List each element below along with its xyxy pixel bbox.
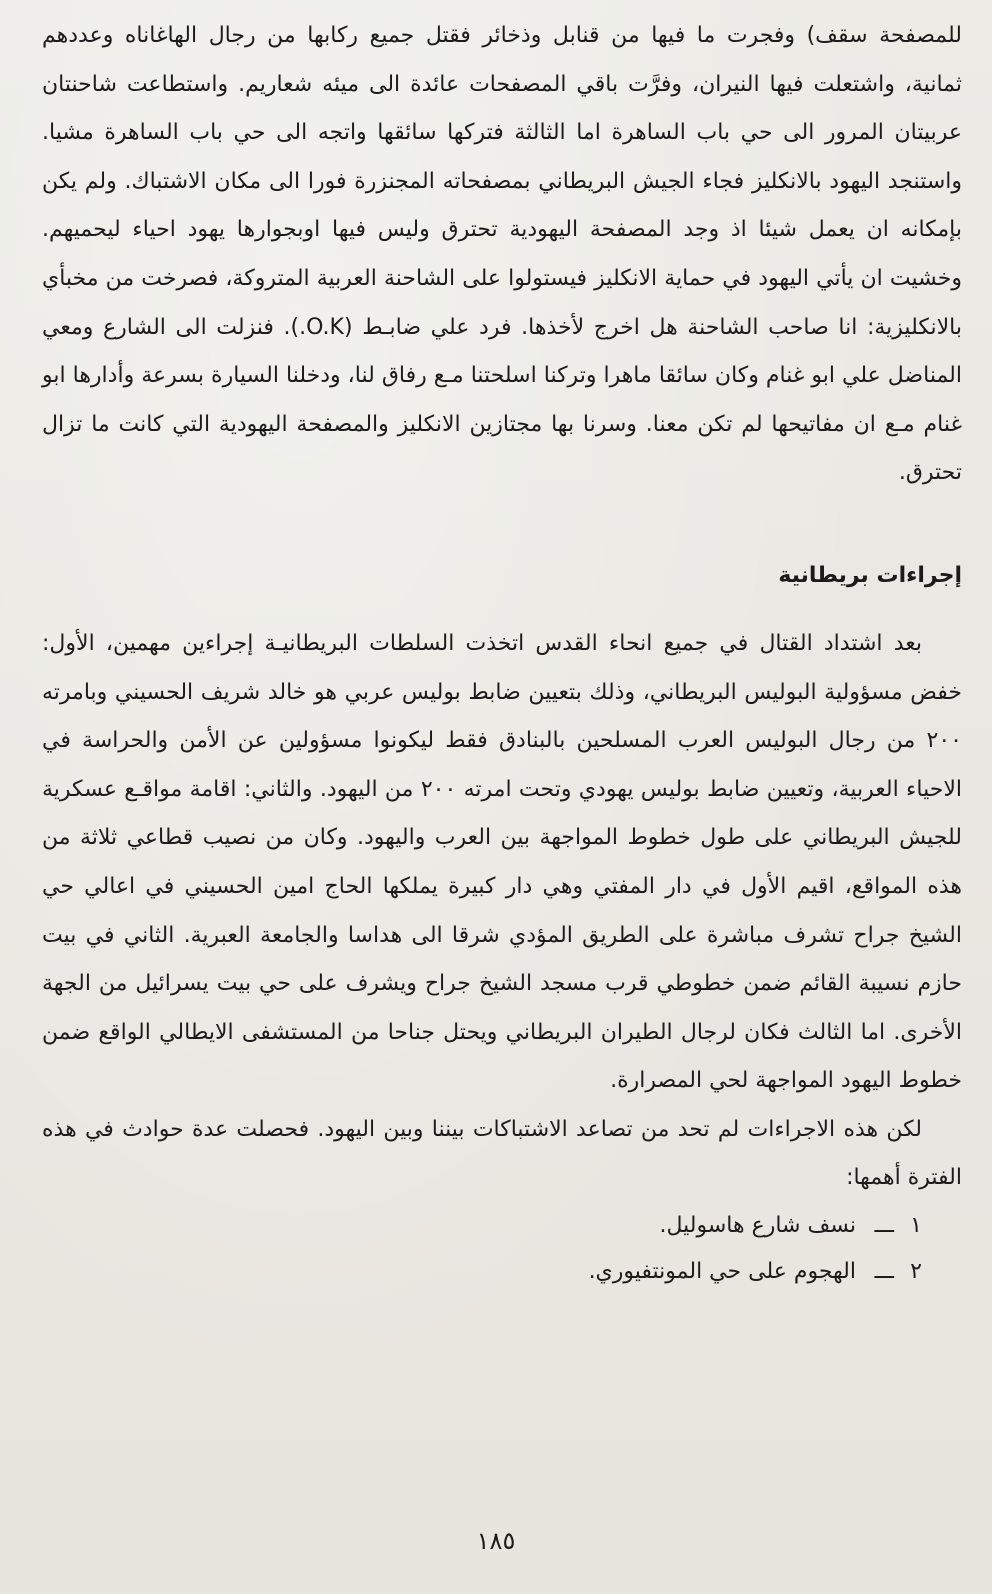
page-number: ١٨٥: [476, 1527, 516, 1555]
list-item-dash: ـــ: [874, 1259, 894, 1285]
list-item: [42, 1203, 922, 1249]
paragraph-continued: للمصفحة سقف) وفجرت ما فيها من قنابل وذخائر فقتل جميع ركابها من رجال الهاغاناه وعددهم ثمانية، واشتعلت فيها النيران، وفرَّت باقي المصفحات عائدة الى ميئه شعاريم. واستطاعت شاحنتان عربيتان المرور الى حي باب الساهرة اما الثالثة فتركها سائقها واتجه الى حي باب الساهرة مشيا. واستنجد اليهود بالانكليز فجاء الجيش البريطاني بمصفحاته المجنزرة فورا الى مكان الاشتباك. ولم يكن بإمكانه ان يعمل شيئا اذ وجد المصفحة اليهودية تحترق وليس فيها اوبجوارها يهود احياء ليحميهم. وخشيت ان يأتي اليهود في حماية الانكليز فيستولوا على الشاحنة العربية المتروكة، فصرخت من مخبأي بالانكليزية: انا صاحب الشاحنة هل اخرج لأخذها. فرد علي ضابـط (O.K.). فنزلت الى الشارع ومعي المناضل علي ابو غنام وكان سائقا ماهرا وتركنا اسلحتنا مـع رفاق لنا، ودخلنا السيارة بسرعة وأدارها ابو غنام مـع ان مفاتيحها لم تكن معنا. وسرنا بها مجتازين الانكليز والمصفحة اليهودية التي كانت ما تزال تحترق.: [42, 23, 962, 486]
list-item-text: الهجوم على حي المونتفيوري.: [588, 1259, 856, 1285]
paragraph-incidents-intro: لكن هذه الاجراءات لم تحد من تصاعد الاشتباكات بيننا وبين اليهود. فحصلت عدة حوادث في هذه الفترة أهمها:: [42, 1116, 962, 1191]
page-content: [42, 12, 962, 1295]
list-item-dash: ـــ: [874, 1213, 894, 1239]
paragraph-british-measures: بعد اشتداد القتال في جميع انحاء القدس اتخذت السلطات البريطانيـة إجراءين مهمين، الأول: خفض مسؤولية البوليس البريطاني، وذلك بتعيين ضابط بوليس عربي هو خالد شريف الحسيني وبامرته ٢٠٠ من رجال البوليس العرب المسلحين بالبنادق فقط ليكونوا مسؤولين عن الأمن والحراسة في الاحياء العربية، وتعيين ضابط بوليس يهودي وتحت امرته ٢٠٠ من اليهود. والثاني: اقامة مواقـع عسكرية للجيش البريطاني على طول خطوط المواجهة بين العرب واليهود. وكان من نصيب قطاعي ثلاثة من هذه المواقع، اقيم الأول في دار المفتي وهي دار كبيرة يملكها الحاج امين الحسيني في اعالي حي الشيخ جراح تشرف مباشرة على الطريق المؤدي شرقا الى هداسا والجامعة العبرية. الثاني في بيت حازم نسيبة القائم ضمن خطوطي قرب مسجد الشيخ جراح ويشرف على حي بيت يسرائيل من الجهة الأخرى. اما الثالث فكان لرجال الطيران البريطاني ويحتل جناحا من المستشفى الايطالي الواقع ضمن خطوط اليهود المواجهة لحي المصرارة.: [42, 630, 962, 1094]
list-item: [42, 1249, 922, 1295]
list-item-number: ١: [910, 1213, 922, 1239]
list-item-number: ٢: [910, 1259, 922, 1285]
section-heading: إجراءات بريطانية: [778, 562, 962, 588]
incidents-list: [42, 1203, 962, 1295]
list-item-text: نسف شارع هاسوليل.: [659, 1213, 856, 1239]
